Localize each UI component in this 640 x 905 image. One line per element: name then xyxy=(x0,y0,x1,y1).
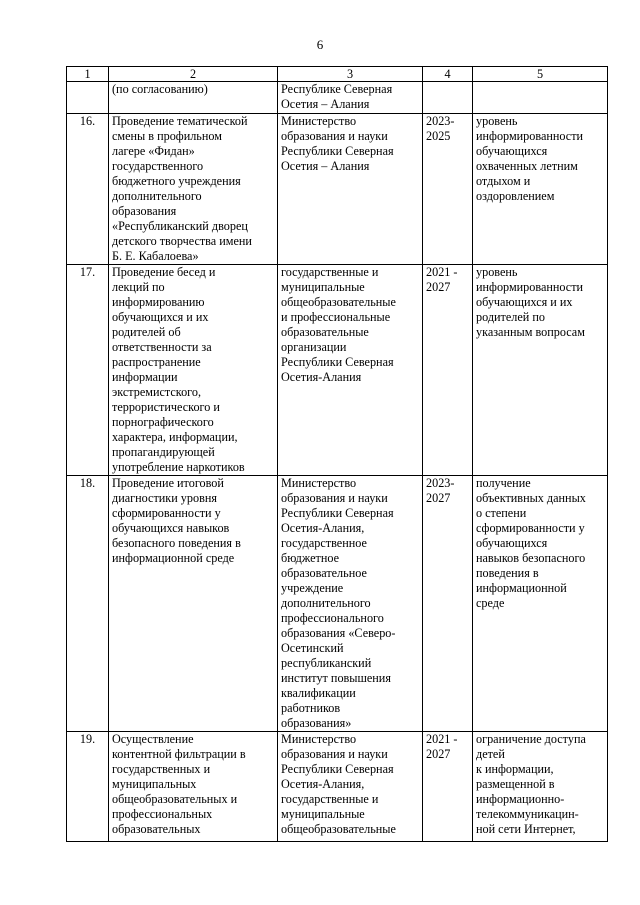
header-col-3: 3 xyxy=(278,67,423,82)
period-cell: 2023- 2027 xyxy=(423,476,473,732)
table-row xyxy=(67,732,608,842)
result-cell: уровень информированности обучающихся и их родителей по указанным вопросам xyxy=(473,265,608,476)
row-number xyxy=(67,82,109,114)
row-number: 19. xyxy=(67,732,109,842)
period-cell xyxy=(423,82,473,114)
table-row xyxy=(67,82,608,114)
result-cell: ограничение доступа детей к информации, размещенной в информационно- телекоммуникацин- ной сети Интернет, xyxy=(473,732,608,842)
table-row xyxy=(67,265,608,476)
row-number: 16. xyxy=(67,114,109,265)
page-number: 6 xyxy=(316,37,324,52)
executor-cell: государственные и муниципальные общеобразовательные и профессиональные образовательные организации Республики Северная Осетия-Алания xyxy=(278,265,423,476)
table-row xyxy=(67,476,608,732)
period-cell: 2021 - 2027 xyxy=(423,265,473,476)
event-cell: Проведение бесед и лекций по информированию обучающихся и их родителей об ответственности за распространение информации экстремистского, террористического и порнографического характера, информации, пропагандирующей употребление наркотиков xyxy=(109,265,278,476)
row-number: 18. xyxy=(67,476,109,732)
period-cell: 2023- 2025 xyxy=(423,114,473,265)
period-cell: 2021 - 2027 xyxy=(423,732,473,842)
executor-cell: Министерство образования и науки Республики Северная Осетия – Алания xyxy=(278,114,423,265)
header-row xyxy=(67,67,608,82)
executor-cell: Республике Северная Осетия – Алания xyxy=(278,82,423,114)
header-col-5: 5 xyxy=(473,67,608,82)
measures-table xyxy=(66,66,608,842)
table-row xyxy=(67,114,608,265)
event-cell: Проведение тематической смены в профильном лагере «Фидан» государственного бюджетного учреждения дополнительного образования «Республиканский дворец детского творчества имени Б. Е. Кабалоева» xyxy=(109,114,278,265)
executor-cell: Министерство образования и науки Республики Северная Осетия-Алания, государственные и муниципальные общеобразовательные xyxy=(278,732,423,842)
event-cell: Осуществление контентной фильтрации в государственных и муниципальных общеобразовательных и профессиональных образовательных xyxy=(109,732,278,842)
header-col-4: 4 xyxy=(423,67,473,82)
result-cell: уровень информированности обучающихся охваченных летним отдыхом и оздоровлением xyxy=(473,114,608,265)
event-cell: (по согласованию) xyxy=(109,82,278,114)
event-cell: Проведение итоговой диагностики уровня сформированности у обучающихся навыков безопасного поведения в информационной среде xyxy=(109,476,278,732)
result-cell xyxy=(473,82,608,114)
header-col-1: 1 xyxy=(67,67,109,82)
executor-cell: Министерство образования и науки Республики Северная Осетия-Алания, государственное бюджетное образовательное учреждение дополнительного профессионального образования «Северо- Осетинский республиканский институт повышения квалификации работников образования» xyxy=(278,476,423,732)
header-col-2: 2 xyxy=(109,67,278,82)
row-number: 17. xyxy=(67,265,109,476)
result-cell: получение объективных данных о степени сформированности у обучающихся навыков безопасного поведения в информационной среде xyxy=(473,476,608,732)
